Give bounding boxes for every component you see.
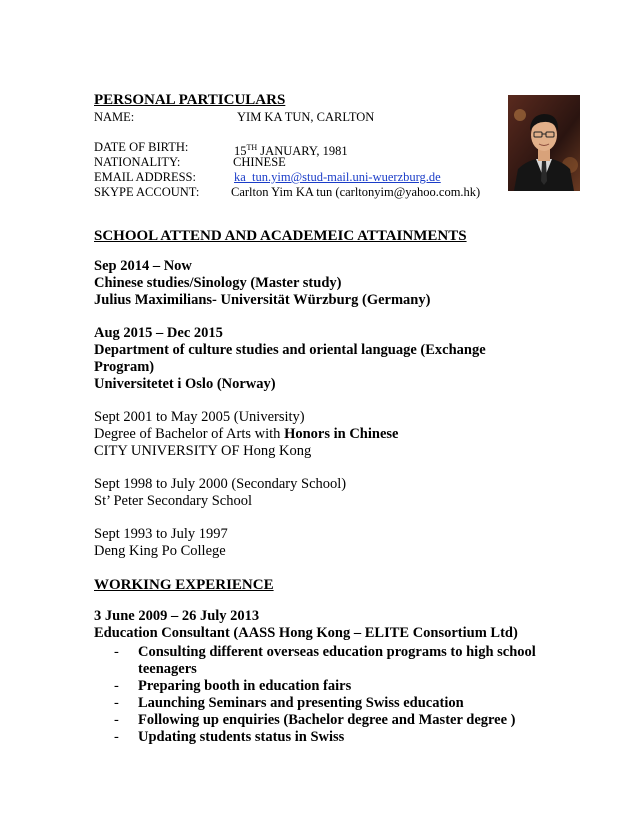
skype-label: SKYPE ACCOUNT: <box>94 185 200 199</box>
school-entry-3 <box>94 409 398 460</box>
school-entry-2 <box>94 325 486 393</box>
entry-institution: Universitetet i Oslo (Norway) <box>94 376 276 392</box>
entry-date: Sep 2014 – Now <box>94 258 192 274</box>
dob-value: 15TH JANUARY, 1981 <box>234 143 348 159</box>
entry-institution: Deng King Po College <box>94 543 226 559</box>
school-entry-5 <box>94 526 228 560</box>
skype-value: Carlton Yim KA tun (carltonyim@yahoo.com.hk) <box>231 185 481 199</box>
entry-date: Sept 1998 to July 2000 (Secondary School) <box>94 476 347 492</box>
entry-program-cont: Program) <box>94 359 155 375</box>
entry-institution: Julius Maximilians- Universität Würzburg (Germany) <box>94 292 431 308</box>
list-item: - Consulting different overseas education programs to high school teenagers <box>114 644 536 677</box>
work-period: 3 June 2009 – 26 July 2013 <box>94 608 260 624</box>
entry-program: Chinese studies/Sinology (Master study) <box>94 275 342 291</box>
list-item: - Launching Seminars and presenting Swiss education <box>114 695 464 711</box>
work-duties-list <box>114 644 536 746</box>
list-item: - Following up enquiries (Bachelor degree and Master degree ) <box>114 712 516 728</box>
work-heading: WORKING EXPERIENCE <box>94 577 274 593</box>
school-entry-4 <box>94 476 346 510</box>
person-portrait-icon <box>508 95 580 191</box>
work-role: Education Consultant (AASS Hong Kong – ELITE Consortium Ltd) <box>94 625 518 641</box>
list-item: - Updating students status in Swiss <box>114 729 345 745</box>
nationality-label: NATIONALITY: <box>94 155 181 169</box>
name-value: YIM KA TUN, CARLTON <box>237 110 375 124</box>
work-entry <box>94 608 518 642</box>
profile-photo <box>508 95 580 191</box>
personal-particulars-heading: PERSONAL PARTICULARS <box>94 92 286 108</box>
email-link[interactable]: ka_tun.yim@stud-mail.uni-wuerzburg.de <box>234 170 441 184</box>
entry-institution: St’ Peter Secondary School <box>94 493 252 509</box>
list-item: - Preparing booth in education fairs <box>114 678 352 694</box>
school-entry-1 <box>94 258 430 309</box>
nationality-value: CHINESE <box>233 155 286 169</box>
name-label: NAME: <box>94 110 135 124</box>
email-label: EMAIL ADDRESS: <box>94 170 196 184</box>
entry-institution: CITY UNIVERSITY OF Hong Kong <box>94 443 312 459</box>
school-heading: SCHOOL ATTEND AND ACADEMEIC ATTAINMENTS <box>94 228 467 244</box>
entry-degree: Degree of Bachelor of Arts with Honors in Chinese <box>94 426 399 442</box>
entry-date: Aug 2015 – Dec 2015 <box>94 325 223 341</box>
entry-date: Sept 1993 to July 1997 <box>94 526 228 542</box>
entry-program: Department of culture studies and oriental language (Exchange <box>94 342 486 358</box>
entry-date: Sept 2001 to May 2005 (University) <box>94 409 305 425</box>
dob-label: DATE OF BIRTH: <box>94 140 189 154</box>
